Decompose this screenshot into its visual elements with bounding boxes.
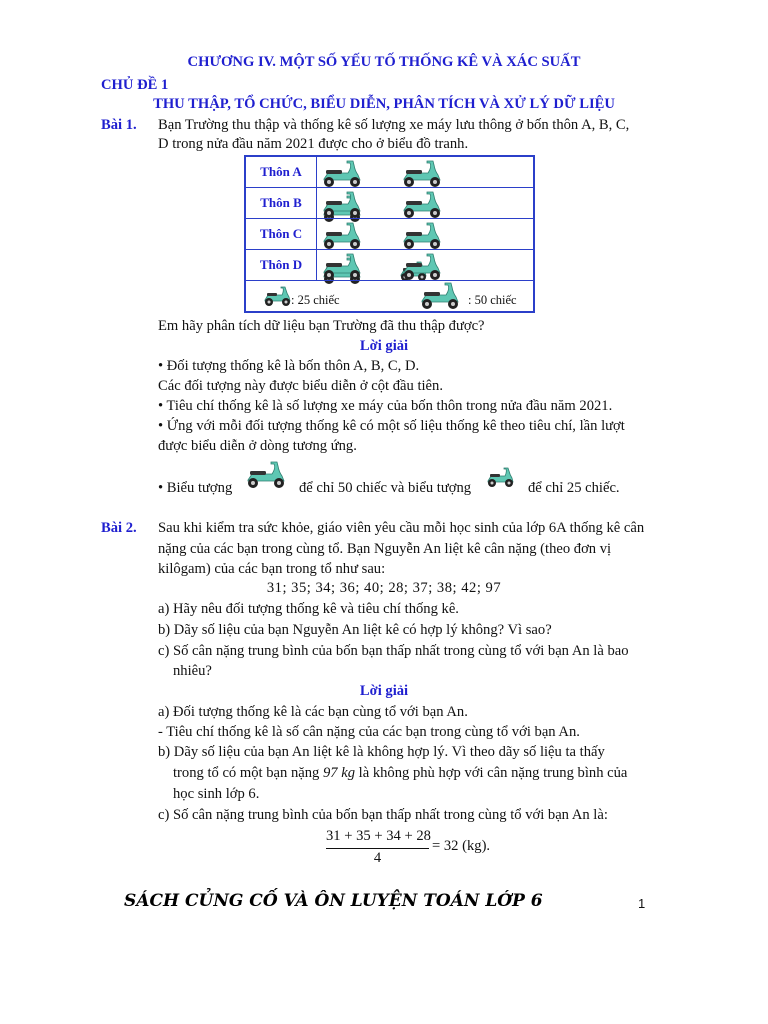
pictogram-legend — [246, 281, 533, 313]
fraction-denominator: 4 — [373, 850, 382, 866]
scooter-full-icon — [242, 460, 288, 495]
solution-2-c: c) Số cân nặng trung bình của bốn bạn thấp nhất trong cùng tổ với bạn An là: — [158, 807, 608, 823]
row-icons — [318, 252, 478, 278]
page-number: 1 — [638, 896, 646, 911]
solution-1-line3: • Tiêu chí thống kê là số lượng xe máy của bốn thôn trong nửa đầu năm 2021. — [158, 398, 613, 414]
exercise-1-text-line1: Bạn Trường thu thập và thống kê số lượng xe máy lưu thông ở bốn thôn A, B, C, — [158, 117, 630, 133]
solution-title-1: Lời giải — [359, 338, 409, 354]
solution-1-line2: Các đối tượng này được biểu diễn ở cột đầu tiên. — [158, 378, 443, 394]
pictogram-table — [244, 155, 535, 313]
solution-2-b-line2 — [173, 765, 627, 782]
solution-2-b-line3: học sinh lớp 6. — [173, 786, 260, 802]
question-a: a) Hãy nêu đối tượng thống kê và tiêu chí thống kê. — [158, 601, 459, 617]
scooter-half-icon — [485, 466, 515, 493]
question-c-line2: nhiêu? — [173, 663, 212, 679]
solution-title-2: Lời giải — [359, 683, 409, 699]
solution-2-b-line2-start: trong tổ có một bạn nặng — [173, 765, 323, 781]
row-label: Thôn C — [246, 219, 317, 249]
solution-2-a2: - Tiêu chí thống kê là số cân nặng của các bạn trong cùng tổ với bạn An. — [158, 724, 580, 740]
fraction-result: = 32 (kg). — [432, 838, 491, 854]
legend-half-label: : 25 chiếc — [291, 293, 340, 307]
solution-2-b-line2-end: là không phù hợp với cân nặng trung bình của — [355, 765, 628, 781]
row-label: Thôn B — [246, 188, 317, 218]
exercise-2-text-line1: Sau khi kiểm tra sức khỏe, giáo viên yêu cầu mỗi học sinh của lớp 6A thống kê cân — [158, 520, 645, 536]
fraction-bar — [326, 848, 429, 849]
solution-1-line4a: • Ứng với mỗi đối tượng thống kê có một số liệu thống kê theo tiêu chí, lần lượt — [158, 418, 625, 434]
exercise-2-text-line3: kilôgam) của các bạn trong tổ như sau: — [158, 561, 386, 577]
row-label: Thôn A — [246, 157, 317, 187]
solution-1-line5c: để chỉ 25 chiếc. — [528, 480, 620, 496]
exercise-1-label: Bài 1. — [101, 117, 137, 133]
fraction-numerator: 31 + 35 + 34 + 28 — [326, 828, 431, 844]
scooter-full-icon — [416, 281, 462, 316]
solution-2-a: a) Đối tượng thống kê là các bạn cùng tổ với bạn An. — [158, 704, 468, 720]
weight-97kg: 97 kg — [322, 765, 355, 781]
exercise-2-text-line2: nặng của các bạn trong cùng tổ. Bạn Nguyễn An liệt kê cân nặng (theo đơn vị — [158, 541, 612, 557]
solution-1-line1: • Đối tượng thống kê là bốn thôn A, B, C, D. — [158, 358, 420, 374]
chapter-title: CHƯƠNG IV. MỘT SỐ YẾU TỐ THỐNG KÊ VÀ XÁC SUẤT — [187, 54, 581, 70]
row-icons — [318, 221, 533, 247]
row-icons — [318, 159, 533, 185]
exercise-1-text-line2: D trong nửa đầu năm 2021 được cho ở biểu đồ tranh. — [158, 136, 469, 152]
exercise-1-question: Em hãy phân tích dữ liệu bạn Trường đã thu thập được? — [158, 318, 485, 334]
row-label: Thôn D — [246, 250, 317, 280]
table-row — [246, 157, 533, 188]
solution-1-line5b: để chỉ 50 chiếc và biểu tượng — [299, 480, 472, 496]
table-row — [246, 219, 533, 250]
question-b: b) Dãy số liệu của bạn Nguyễn An liệt kê có hợp lý không? Vì sao? — [158, 622, 552, 638]
footer-book-title: SÁCH CỦNG CỐ VÀ ÔN LUYỆN TOÁN LỚP 6 — [124, 891, 543, 911]
exercise-2-label: Bài 2. — [101, 520, 137, 536]
scooter-half-icon — [262, 285, 292, 312]
solution-1-line5a: • Biểu tượng — [158, 480, 233, 496]
weight-data-list: 31; 35; 34; 36; 40; 28; 37; 38; 42; 97 — [266, 580, 502, 596]
topic-subtitle: THU THẬP, TỔ CHỨC, BIỂU DIỄN, PHÂN TÍCH VÀ XỬ LÝ DỮ LIỆU — [153, 96, 615, 112]
solution-1-line4b: được biểu diễn ở dòng tương ứng. — [158, 438, 357, 454]
row-icons — [318, 190, 478, 216]
topic-label: CHỦ ĐỀ 1 — [101, 77, 169, 93]
legend-full-label: : 50 chiếc — [468, 293, 517, 307]
question-c-line1: c) Số cân nặng trung bình của bốn bạn thấp nhất trong cùng tổ với bạn An là bao — [158, 643, 629, 659]
table-row — [246, 188, 533, 219]
solution-2-b-line1: b) Dãy số liệu của bạn An liệt kê là không hợp lý. Vì theo dãy số liệu ta thấy — [158, 744, 605, 760]
table-row — [246, 250, 533, 281]
